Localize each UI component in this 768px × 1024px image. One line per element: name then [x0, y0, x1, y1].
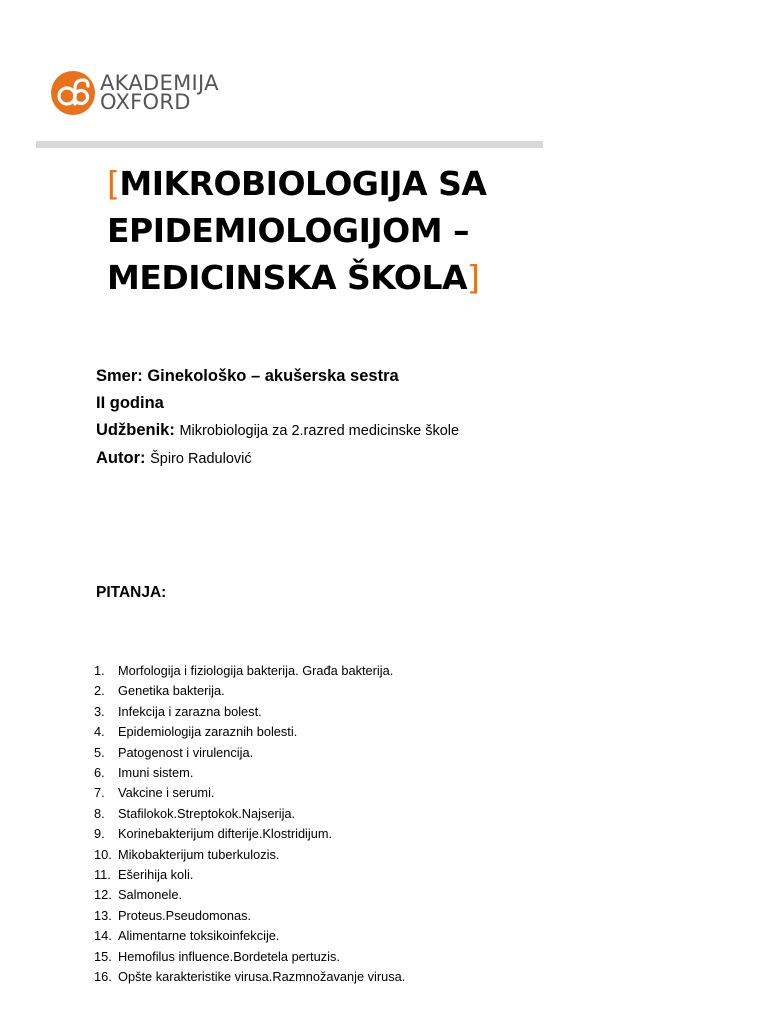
- title-line-3-text: MEDICINSKA ŠKOLA: [107, 258, 468, 297]
- question-text: Alimentarne toksikoinfekcije.: [118, 928, 280, 944]
- question-number: 3.: [94, 703, 105, 719]
- course-info: [96, 363, 459, 473]
- question-item: [94, 967, 405, 987]
- question-number: 2.: [94, 683, 105, 699]
- udzbenik-value: Mikrobiologija za 2.razred medicinske škole: [179, 423, 460, 439]
- question-item: [94, 865, 405, 885]
- question-text: Mikobakterijum tuberkulozis.: [118, 846, 280, 862]
- logo-line-2: OXFORD: [100, 90, 191, 114]
- question-text: Ešerihija koli.: [118, 867, 194, 883]
- question-number: 13.: [94, 907, 112, 923]
- akademija-oxford-logo-icon: [50, 70, 96, 116]
- title-line-1: [107, 160, 567, 207]
- autor-value: Špiro Radulović: [150, 451, 252, 467]
- question-number: 16.: [94, 969, 112, 985]
- question-number: 7.: [94, 785, 105, 801]
- question-text: Proteus.Pseudomonas.: [118, 907, 252, 923]
- question-item: [94, 885, 405, 905]
- header-divider: [36, 141, 543, 148]
- title-line-1-text: MIKROBIOLOGIJA SA: [119, 164, 487, 203]
- title-line-3: [107, 254, 567, 301]
- question-text: Salmonele.: [118, 887, 183, 903]
- document-title: [107, 160, 567, 301]
- smer-row: [96, 363, 459, 390]
- question-number: 10.: [94, 846, 112, 862]
- question-number: 5.: [94, 744, 105, 760]
- question-number: 1.: [94, 663, 105, 678]
- question-text: Genetika bakterija.: [118, 683, 225, 699]
- question-number: 11.: [94, 867, 111, 883]
- logo-line-1: AKADEMIJA: [100, 71, 219, 95]
- question-text: Stafilokok.Streptokok.Najserija.: [118, 805, 296, 821]
- question-number: 12.: [94, 887, 112, 903]
- question-item: [94, 722, 405, 742]
- title-open-bracket: [: [107, 164, 120, 203]
- questions-list: [94, 661, 405, 988]
- question-number: 8.: [94, 805, 105, 821]
- question-item: [94, 824, 405, 844]
- question-item: [94, 702, 405, 722]
- autor-row: [96, 445, 459, 473]
- question-text: Patogenost i virulencija.: [118, 744, 254, 760]
- question-number: 6.: [94, 765, 105, 781]
- question-text: Opšte karakteristike virusa.Razmnožavanje virusa.: [118, 969, 406, 985]
- question-text: Infekcija i zarazna bolest.: [118, 703, 262, 719]
- question-item: [94, 804, 405, 824]
- godina-row: [96, 390, 459, 417]
- udzbenik-row: [96, 417, 459, 445]
- question-number: 9.: [94, 826, 105, 842]
- question-text: Morfologija i fiziologija bakterija. Građa bakterija.: [118, 663, 394, 678]
- question-text: Hemofilus influence.Bordetela pertuzis.: [118, 948, 340, 964]
- question-item: [94, 763, 405, 783]
- question-number: 14.: [94, 928, 112, 944]
- title-line-2: EPIDEMIOLOGIJOM –: [107, 211, 470, 250]
- udzbenik-label: Udžbenik:: [96, 421, 175, 439]
- smer-text: Smer: Ginekološko – akušerska sestra: [96, 367, 399, 385]
- autor-label: Autor:: [96, 449, 146, 467]
- question-item: [94, 661, 405, 681]
- godina-text: II godina: [96, 394, 164, 412]
- questions-heading: PITANJA:: [96, 584, 167, 601]
- question-number: 4.: [94, 724, 105, 740]
- question-text: Korinebakterijum difterije.Klostridijum.: [118, 826, 333, 842]
- question-item: [94, 926, 405, 946]
- question-item: [94, 743, 405, 763]
- question-number: 15.: [94, 948, 112, 964]
- academy-logo: [50, 70, 219, 116]
- question-text: Vakcine i serumi.: [118, 785, 215, 801]
- question-text: Epidemiologija zaraznih bolesti.: [118, 724, 298, 740]
- question-item: [94, 845, 405, 865]
- logo-text: [100, 71, 219, 114]
- question-text: Imuni sistem.: [118, 765, 194, 781]
- question-item: [94, 681, 405, 701]
- question-item: [94, 906, 405, 926]
- question-item: [94, 783, 405, 803]
- title-close-bracket: ]: [467, 258, 480, 297]
- question-item: [94, 947, 405, 967]
